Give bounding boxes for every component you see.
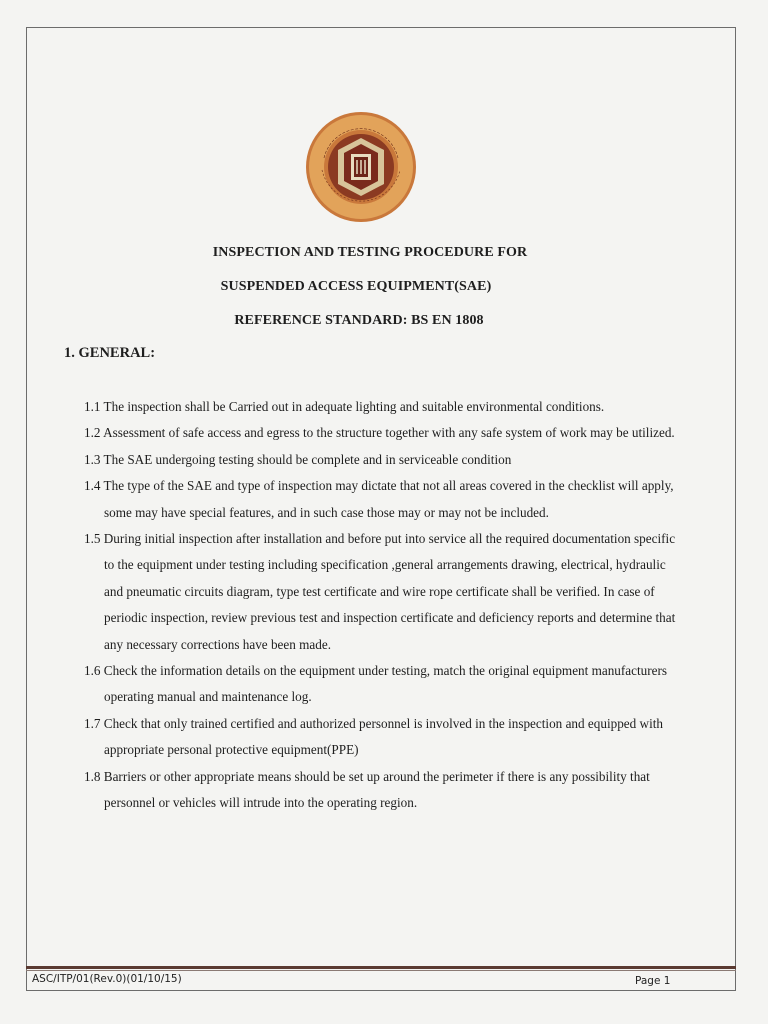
list-item bbox=[84, 764, 684, 817]
item-text: Check the information details on the equipment under testing, match the original equipment manufacturers operating manual and maintenance log. bbox=[103, 663, 668, 705]
reference-standard: REFERENCE STANDARD: BS EN 1808 bbox=[234, 313, 484, 328]
item-text: During initial inspection after installation and before put into service all the required documentation specific to the equipment under testing including specification ,general arrangements drawing, electrical, hydraulic and pneumatic circuits diagram, type test certificate and wire rope certificate shall be verified. In case of periodic inspection, review previous test and inspection certificate and deficiency reports and determine that any necessary corrections have been made. bbox=[103, 531, 676, 652]
item-number: 1.1 bbox=[84, 399, 101, 414]
item-number: 1.6 bbox=[84, 663, 101, 679]
footer-divider-thin bbox=[26, 970, 736, 971]
item-number: 1.5 bbox=[84, 531, 101, 547]
admiral-safety-consultants-logo bbox=[304, 110, 418, 224]
general-items-list bbox=[84, 394, 684, 817]
item-number: 1.4 bbox=[84, 478, 101, 494]
page-number: Page 1 bbox=[635, 975, 671, 987]
document-title-line-2: SUSPENDED ACCESS EQUIPMENT(SAE) bbox=[220, 279, 492, 294]
list-item bbox=[84, 420, 684, 446]
list-item bbox=[84, 473, 684, 526]
item-text: The SAE undergoing testing should be complete and in serviceable condition bbox=[103, 451, 512, 467]
list-item bbox=[84, 711, 684, 764]
item-text: The inspection shall be Carried out in adequate lighting and suitable environmental conditions. bbox=[103, 399, 605, 414]
item-text: The type of the SAE and type of inspection may dictate that not all areas covered in the checklist will apply, some may have special features, and in such case those may or may not be included. bbox=[103, 478, 674, 520]
item-number: 1.3 bbox=[84, 451, 101, 467]
item-text: Barriers or other appropriate means should be set up around the perimeter if there is any possibility that personnel or vehicles will intrude into the operating region. bbox=[103, 768, 650, 811]
footer-divider bbox=[26, 966, 736, 969]
list-item bbox=[84, 447, 684, 473]
list-item bbox=[84, 394, 684, 420]
item-text: Assessment of safe access and egress to the structure together with any safe system of work may be utilized. bbox=[103, 425, 675, 441]
section-title-general: 1. GENERAL: bbox=[64, 345, 156, 361]
list-item bbox=[84, 526, 684, 658]
item-number: 1.2 bbox=[84, 425, 101, 441]
item-number: 1.7 bbox=[84, 715, 101, 731]
document-title-line-1: INSPECTION AND TESTING PROCEDURE FOR bbox=[212, 245, 528, 260]
document-reference-code: ASC/ITP/01(Rev.0)(01/10/15) bbox=[32, 973, 182, 985]
item-text: Check that only trained certified and authorized personnel is involved in the inspection and equipped with appropriate personal protective equipment(PPE) bbox=[103, 715, 663, 758]
item-number: 1.8 bbox=[84, 768, 101, 784]
list-item bbox=[84, 658, 684, 711]
